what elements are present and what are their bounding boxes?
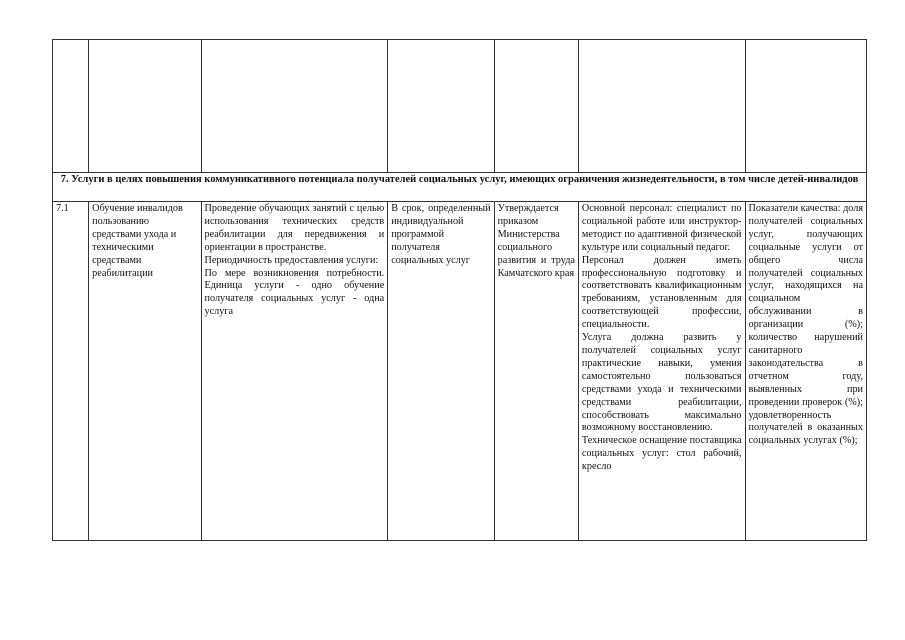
conditions-paragraph: Услуга должна развить у получателей социальных услуг практические навыки, умения самостоятельно пользоваться средствами ухода и техническими средствами реабилитации, способствовать максимально возможному восстановлению. [581,332,742,434]
description-paragraph: Периодичность предоставления услуги: [204,254,379,266]
service-conditions [578,202,745,541]
table-cell [745,40,866,173]
row-number: 7.1 [53,202,89,541]
service-name: Обучение инвалидов пользованию средствами ухода и техническими средствами реабилитации [89,202,201,541]
conditions-paragraph: Техническое оснащение поставщика социальных услуг: стол рабочий, кресло [581,435,742,473]
table-row-empty [53,40,867,173]
section-header-row [53,173,867,202]
table-cell [201,40,388,173]
service-term: В срок, определенный индивидуальной программой получателя социальных услуг [388,202,494,541]
table-row [53,202,867,541]
table-cell [578,40,745,173]
table-cell [89,40,201,173]
quality-indicators: Показатели качества: доля получателей социальных услуг, получающих социальные услуги от общего числа получателей социальных услуг, находящихся на социальном обслуживании в организации (%); количество нарушений санитарного законодательства в отчетном году, выявленных при проведении проверок (%); удовлетворенность получателей в оказанных социальных услугах (%); [745,202,866,541]
table-cell [494,40,578,173]
description-paragraph: Проведение обучающих занятий с целью использования технических средств реабилитации для передвижения и ориентации в пространстве. [204,203,385,253]
table-cell [388,40,494,173]
conditions-paragraph: Основной персонал: специалист по социальной работе или инструктор-методист по адаптивной физической культуре или социальный педагог. [581,203,742,253]
description-paragraph: По мере возникновения потребности. Единица услуги - одно обучение получателя социальных услуг - одна услуга [204,267,385,318]
service-standards-table [52,39,867,541]
table-cell [53,40,89,173]
approval-note: Утверждается приказом Министерства социального развития и труда Камчатского края [494,202,578,541]
section-title: 7. Услуги в целях повышения коммуникативного потенциала получателей социальных услуг, имеющих ограничения жизнедеятельности, в том числе детей-инвалидов [53,173,867,202]
conditions-paragraph: Персонал должен иметь профессиональную подготовку и соответствовать квалификационным требованиям, установленным для соответствующей профессии, специальности. [581,254,742,331]
service-description [201,202,388,541]
